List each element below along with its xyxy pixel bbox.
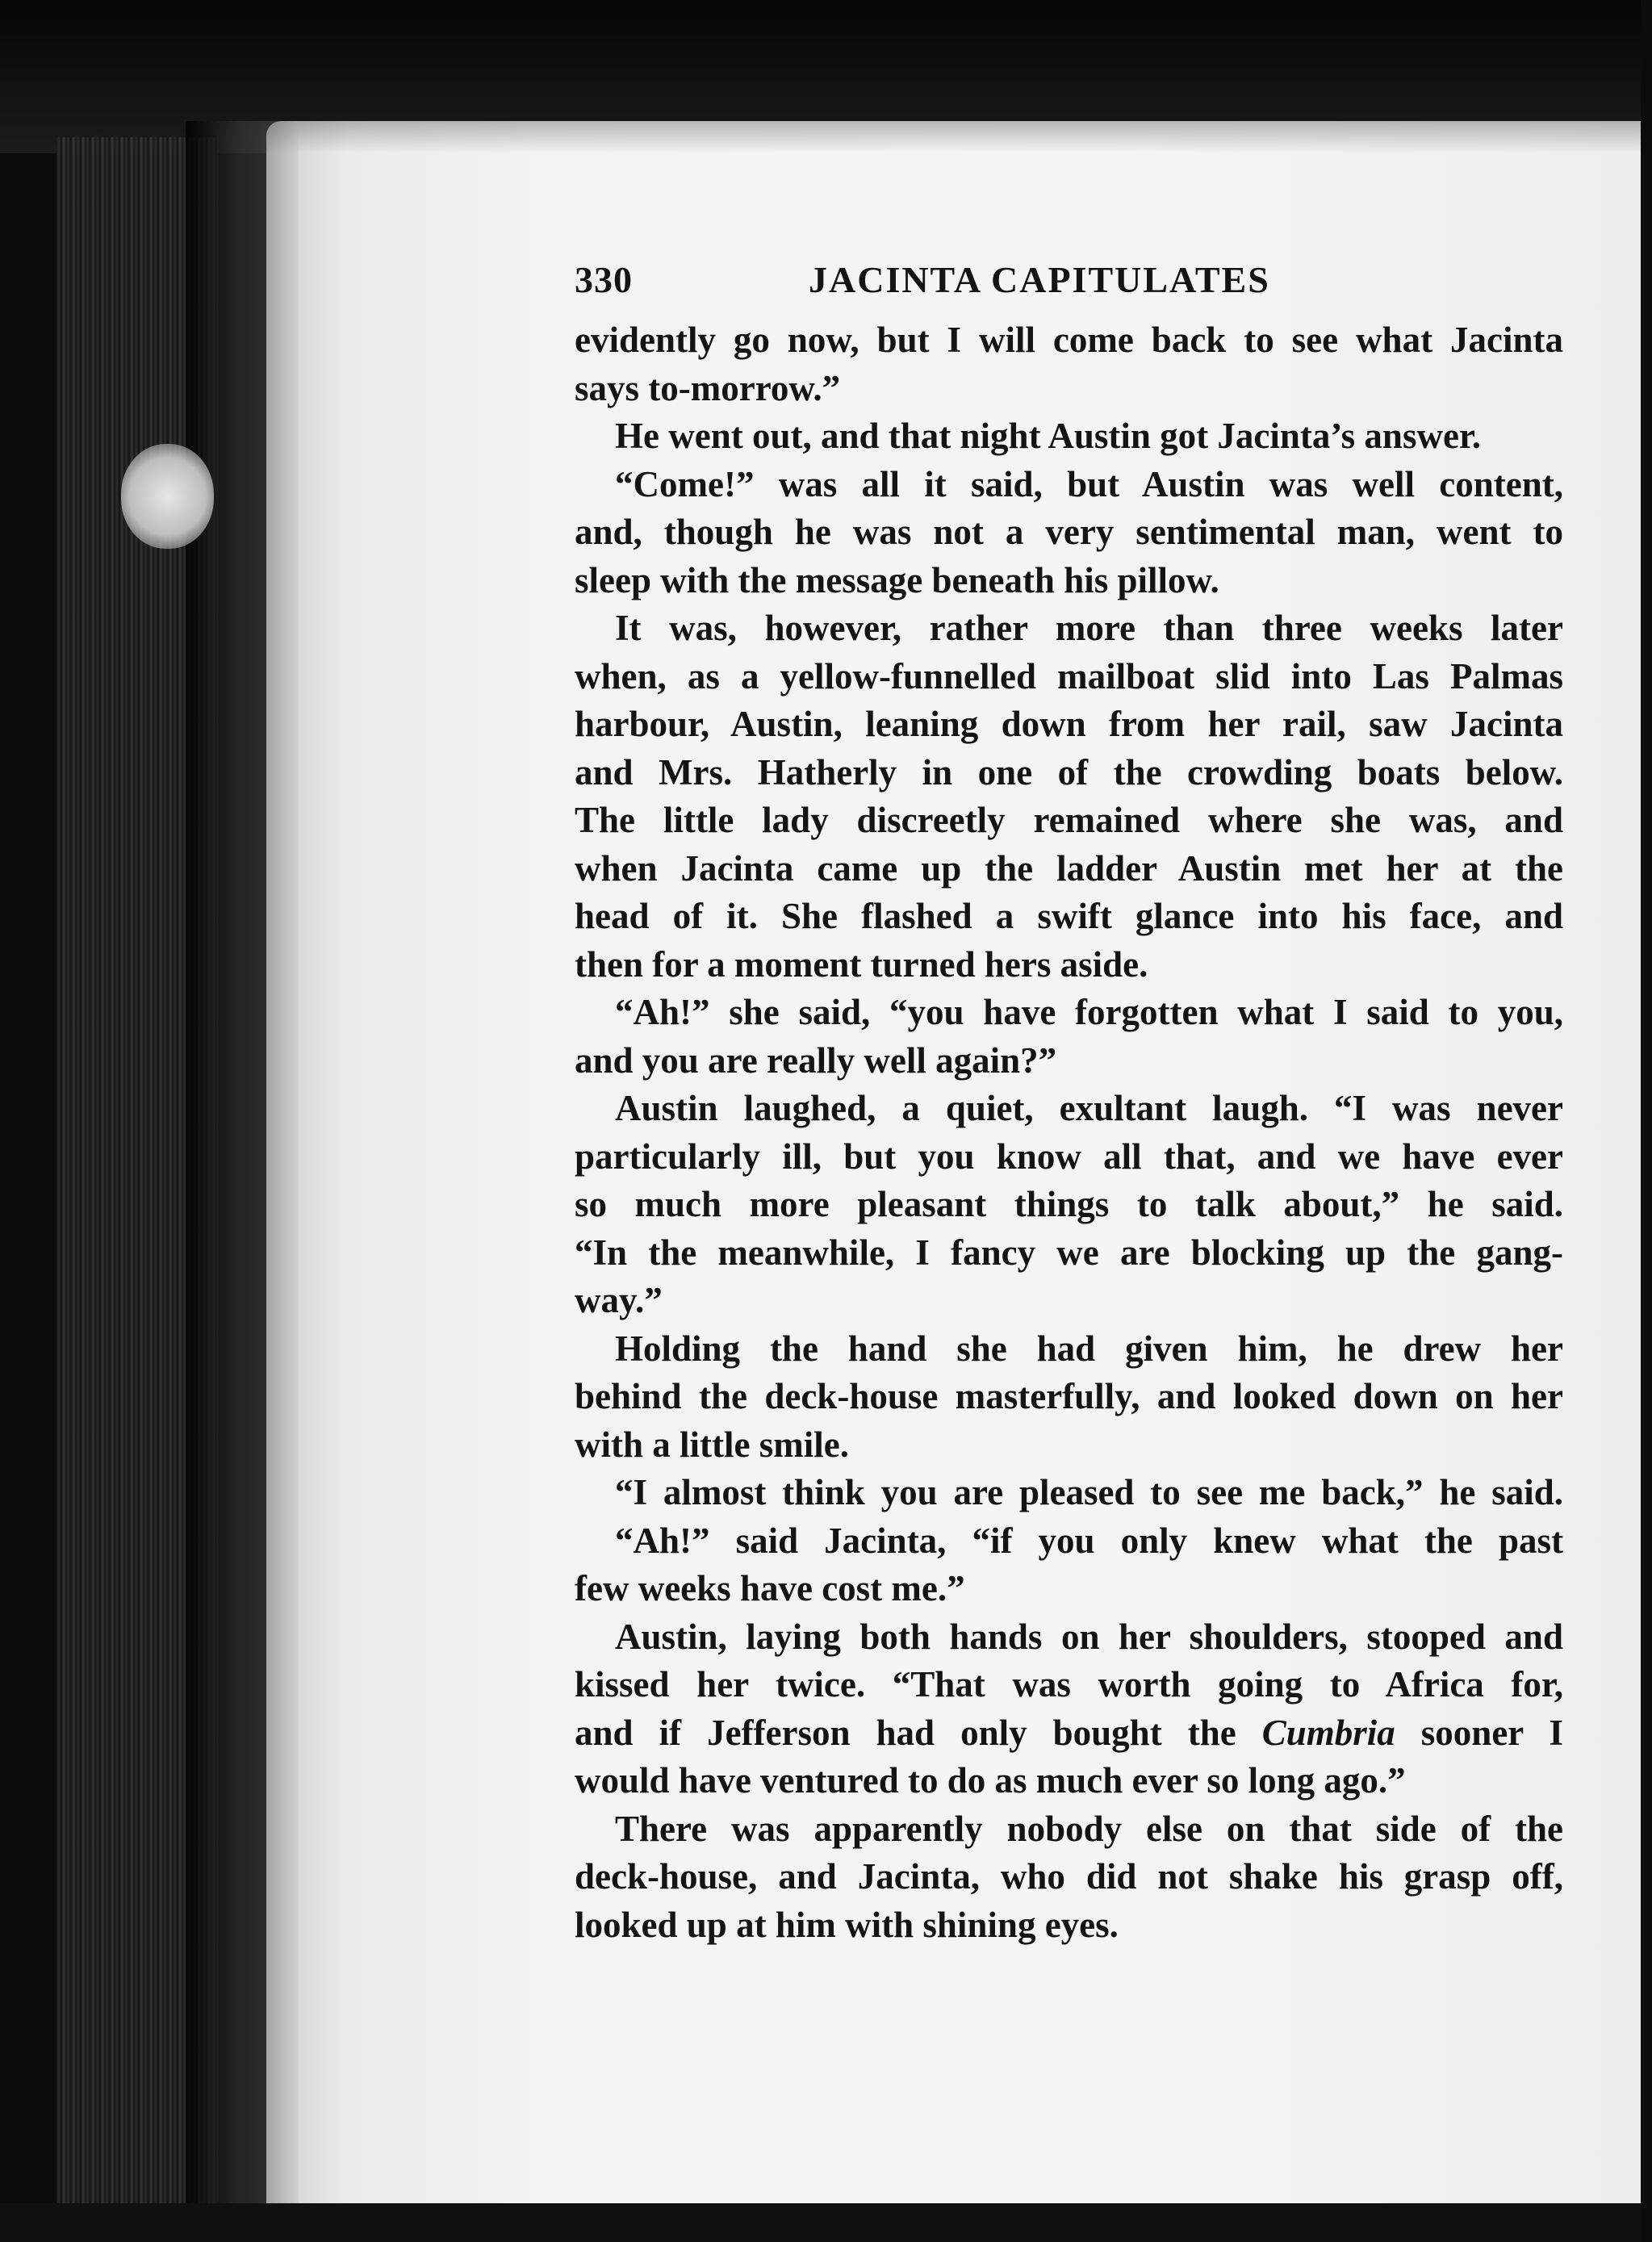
text-line (575, 1709, 1563, 1758)
text-line: deck-house, and Jacinta, who did not shake his grasp off, (575, 1856, 1563, 1897)
text-line: with a little smile. (575, 1424, 849, 1465)
text-line: “Ah!” said Jacinta, “if you only knew what the past (615, 1520, 1563, 1561)
text-line: “I almost think you are pleased to see me back,” he said. (615, 1472, 1563, 1512)
scan-background-bottom (0, 2203, 1652, 2242)
text-line: and you are really well again?” (575, 1039, 1057, 1081)
text-line: and Mrs. Hatherly in one of the crowding boats below. (575, 751, 1563, 793)
text-line: kissed her twice. “That was worth going to Africa for, (575, 1664, 1563, 1705)
text-line: way.” (575, 1280, 663, 1320)
text-line: “In the meanwhile, I fancy we are blocking up the gang- (575, 1232, 1563, 1273)
text-line: then for a moment turned hers aside. (575, 943, 1148, 985)
text-line: head of it. She flashed a swift glance into his face, and (575, 896, 1563, 936)
page-number: 330 (575, 259, 633, 300)
text-line: looked up at him with shining eyes. (575, 1904, 1119, 1945)
text-line-segment: and if Jefferson had only bought the (575, 1712, 1262, 1753)
page-top-shadow (266, 121, 1652, 153)
text-line: The little lady discreetly remained where she was, and (575, 800, 1563, 840)
text-line: evidently go now, but I will come back to see what Jacinta (575, 320, 1563, 360)
book-binding-shadow (186, 121, 299, 2219)
ship-name-italic: Cumbria (1261, 1712, 1395, 1753)
running-header (575, 258, 1563, 316)
scan-smudge (121, 444, 214, 549)
text-line: sleep with the message beneath his pillow. (575, 559, 1219, 600)
text-line: harbour, Austin, leaning down from her rail, saw Jacinta (575, 704, 1563, 744)
text-line: would have ventured to do as much ever so long ago.” (575, 1760, 1406, 1801)
text-line: and, though he was not a very sentimental man, went to (575, 512, 1563, 552)
text-line: Holding the hand she had given him, he drew her (615, 1328, 1563, 1369)
text-line: so much more pleasant things to talk about,” he said. (575, 1184, 1563, 1224)
text-line-segment: sooner I (1395, 1712, 1563, 1753)
text-line: “Ah!” she said, “you have forgotten what I said to you, (615, 992, 1563, 1032)
running-title: JACINTA CAPITULATES (809, 259, 1270, 300)
text-line: He went out, and that night Austin got Jacinta’s answer. (615, 416, 1482, 456)
text-line: “Come!” was all it said, but Austin was well content, (615, 463, 1563, 504)
text-line: Austin laughed, a quiet, exultant laugh. “I was never (615, 1088, 1563, 1128)
scan-right-edge (1641, 0, 1652, 2242)
text-line: when Jacinta came up the ladder Austin met her at the (575, 847, 1563, 889)
text-line: few weeks have cost me.” (575, 1568, 965, 1608)
text-line: when, as a yellow-funnelled mailboat slid into Las Palmas (575, 655, 1563, 696)
text-line: says to-morrow.” (575, 367, 841, 408)
text-line: behind the deck-house masterfully, and looked down on her (575, 1376, 1563, 1416)
text-line: Austin, laying both hands on her shoulders, stooped and (615, 1616, 1563, 1657)
text-line: There was apparently nobody else on that side of the (615, 1808, 1563, 1849)
page-text-block (575, 258, 1563, 1949)
text-line: It was, however, rather more than three weeks later (615, 608, 1563, 648)
text-line: particularly ill, but you know all that, and we have ever (575, 1136, 1563, 1177)
